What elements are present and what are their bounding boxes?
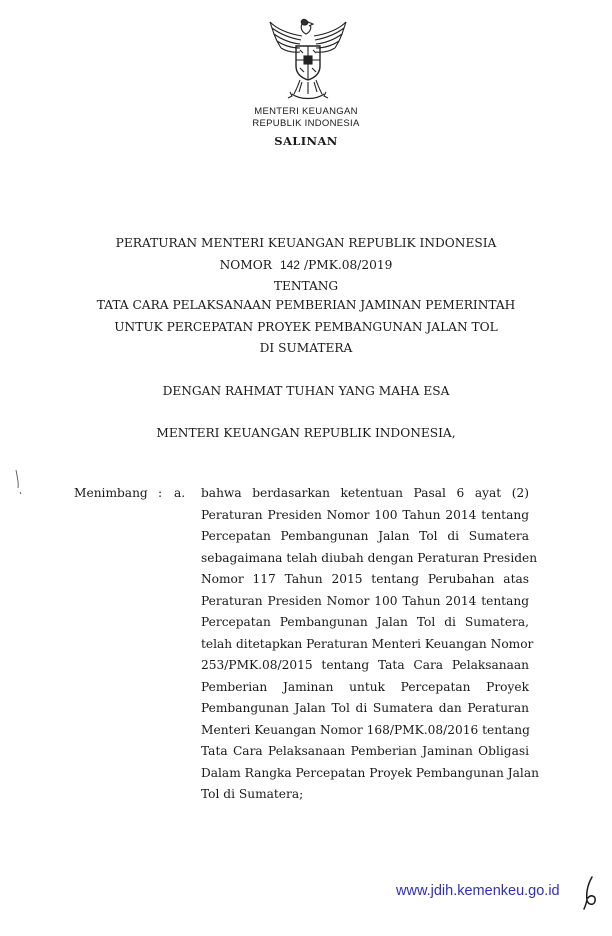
considering-colon: : xyxy=(158,486,163,500)
body-line: bahwa berdasarkan ketentuan Pasal 6 ayat (2) xyxy=(201,486,529,500)
regulation-number xyxy=(0,258,612,272)
body-line: Menteri Keuangan Nomor 168/PMK.08/2016 tentang xyxy=(201,722,530,737)
body-line: Nomor 117 Tahun 2015 tentang Perubahan atas xyxy=(201,572,529,586)
body-line: Percepatan Pembangunan Jalan Tol di Sumatera, xyxy=(201,615,529,629)
authority-line: MENTERI KEUANGAN REPUBLIK INDONESIA, xyxy=(156,426,456,440)
body-line: Tata Cara Pelaksanaan Pemberian Jaminan Obligasi xyxy=(201,744,529,758)
institution-line-2: REPUBLIK INDONESIA xyxy=(252,118,360,129)
body-line: Peraturan Presiden Nomor 100 Tahun 2014 tentang xyxy=(201,507,529,522)
institution-line-1: MENTERI KEUANGAN xyxy=(254,106,358,117)
subject-line-1: TATA CARA PELAKSANAAN PEMBERIAN JAMINAN PEMERINTAH xyxy=(96,298,516,312)
body-line: Percepatan Pembangunan Jalan Tol di Sumatera xyxy=(201,529,529,543)
subject-line-3: DI SUMATERA xyxy=(259,341,353,355)
stray-pen-mark-icon xyxy=(10,468,24,498)
subject-line-2: UNTUK PERCEPATAN PROYEK PEMBANGUNAN JALAN TOL xyxy=(114,320,498,334)
tentang-heading: TENTANG xyxy=(273,279,339,293)
handwritten-initial-icon xyxy=(578,874,602,910)
garuda-emblem-icon xyxy=(266,16,350,102)
body-line: Pembangunan Jalan Tol di Sumatera dan Peraturan xyxy=(201,701,529,715)
considering-label: Menimbang xyxy=(74,486,148,500)
copy-stamp: SALINAN xyxy=(274,134,338,148)
nomor-number: 142 xyxy=(279,258,300,272)
nomor-label: NOMOR xyxy=(219,258,272,272)
regulation-title: PERATURAN MENTERI KEUANGAN REPUBLIK INDONESIA xyxy=(115,236,497,250)
invocation: DENGAN RAHMAT TUHAN YANG MAHA ESA xyxy=(162,384,450,398)
nomor-suffix: /PMK.08/2019 xyxy=(303,258,393,272)
body-line: Peraturan Presiden Nomor 100 Tahun 2014 tentang xyxy=(201,593,529,608)
body-line: 253/PMK.08/2015 tentang Tata Cara Pelaksanaan xyxy=(201,658,529,672)
body-line: Pemberian Jaminan untuk Percepatan Proyek xyxy=(201,679,529,694)
body-line: sebagaimana telah diubah dengan Peraturan Presiden xyxy=(201,550,538,565)
website-link[interactable]: www.jdih.kemenkeu.go.id xyxy=(396,883,560,899)
body-line: telah ditetapkan Peraturan Menteri Keuangan Nomor xyxy=(201,636,534,651)
point-marker: a. xyxy=(174,486,186,500)
body-line: Dalam Rangka Percepatan Proyek Pembangunan Jalan xyxy=(201,765,539,780)
body-line: Tol di Sumatera; xyxy=(201,787,304,801)
